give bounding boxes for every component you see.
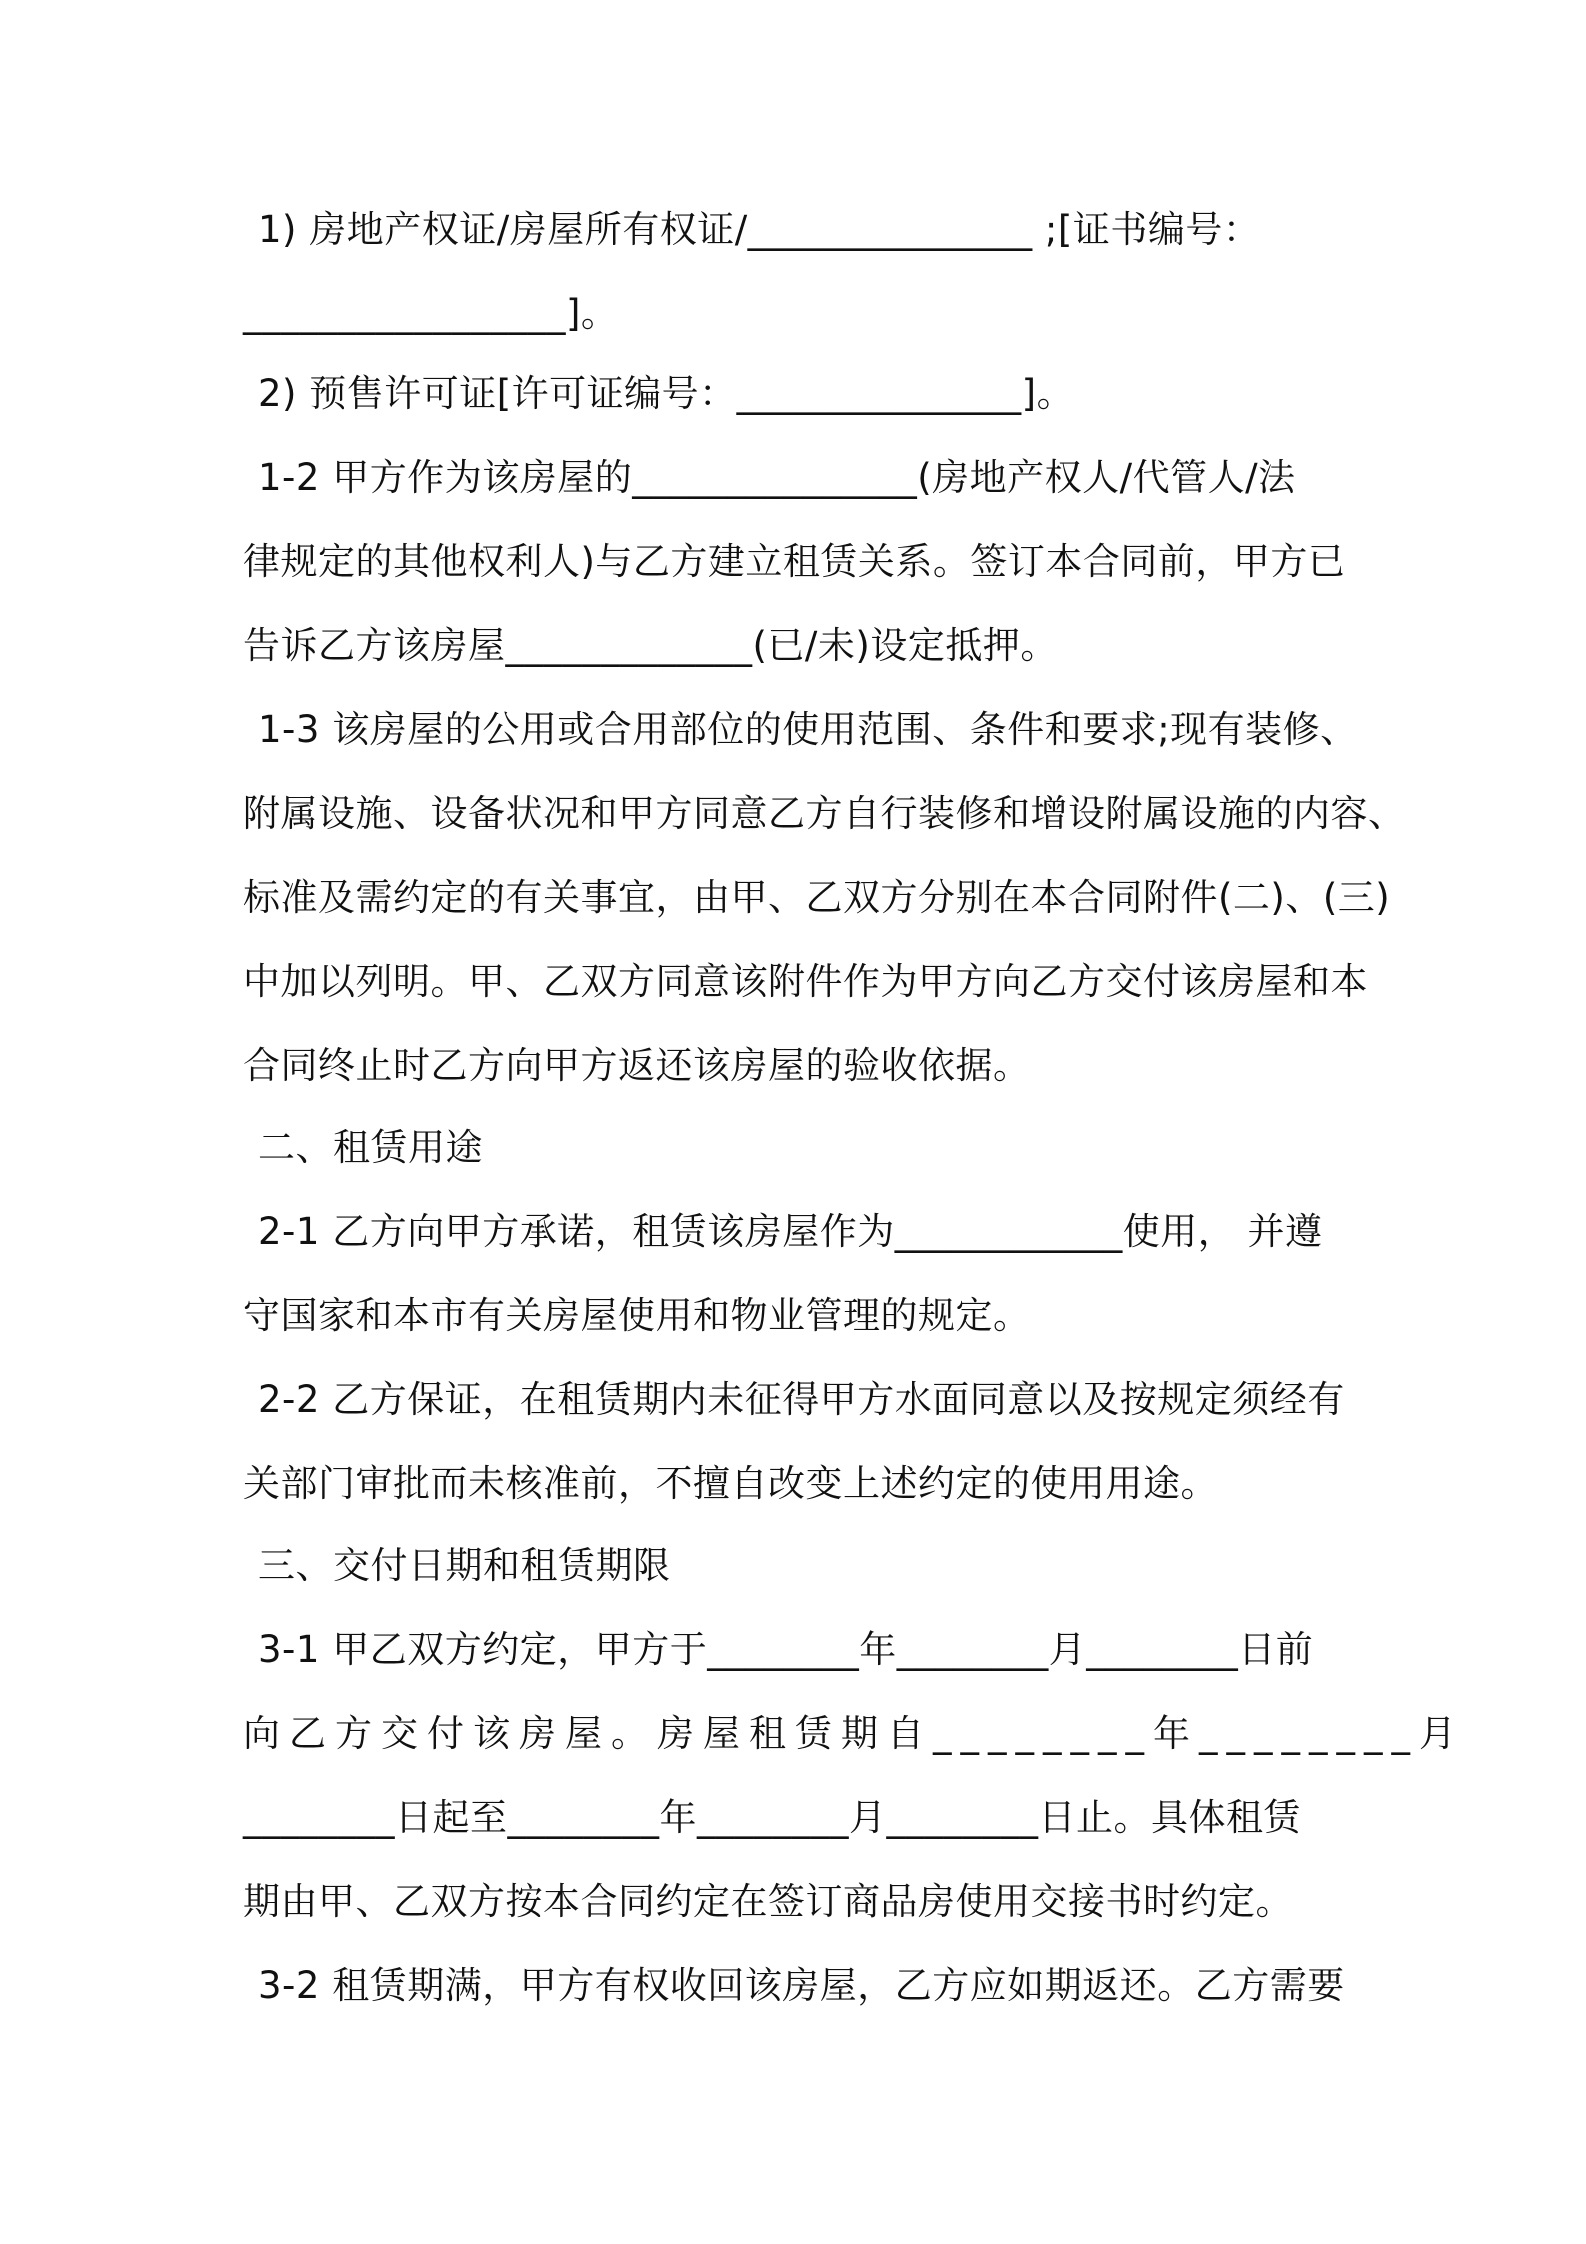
text-line-8: 附属设施、设备状况和甲方同意乙方自行装修和增设附属设施的内容、 — [243, 792, 1406, 835]
text-line-10: 中加以列明。甲、乙双方同意该附件作为甲方向乙方交付该房屋和本 — [243, 960, 1368, 1003]
text-line-3: 2) 预售许可证[许可证编号：_______________]。 — [258, 372, 1075, 415]
text-line-16: 关部门审批而未核准前，不擅自改变上述约定的使用用途。 — [243, 1462, 1218, 1505]
text-line-21: 期由甲、乙双方按本合同约定在签订商品房使用交接书时约定。 — [243, 1880, 1293, 1923]
section-heading-3: 三、交付日期和租赁期限 — [258, 1544, 671, 1587]
text-line-22: 3-2 租赁期满，甲方有权收回该房屋，乙方应如期返还。乙方需要 — [258, 1964, 1345, 2007]
text-line-11: 合同终止时乙方向甲方返还该房屋的验收依据。 — [243, 1044, 1031, 1087]
text-line-1: 1) 房地产权证/房屋所有权证/_______________ ;[证书编号： — [258, 208, 1261, 251]
text-line-20: ________日起至________年________月________日止。具体租赁 — [243, 1796, 1301, 1839]
text-line-7: 1-3 该房屋的公用或合用部位的使用范围、条件和要求;现有装修、 — [258, 708, 1358, 751]
text-line-4: 1-2 甲方作为该房屋的_______________(房地产权人/代管人/法 — [258, 456, 1296, 499]
text-line-5: 律规定的其他权利人)与乙方建立租赁关系。签订本合同前，甲方已 — [243, 540, 1346, 583]
text-line-6: 告诉乙方该房屋_____________(已/未)设定抵押。 — [243, 624, 1058, 667]
text-line-14: 守国家和本市有关房屋使用和物业管理的规定。 — [243, 1294, 1031, 1337]
text-line-13: 2-1 乙方向甲方承诺，租赁该房屋作为____________使用， 并遵 — [258, 1210, 1323, 1253]
text-line-9: 标准及需约定的有关事宜，由甲、乙双方分别在本合同附件(二)、(三) — [243, 876, 1391, 919]
text-line-19: 向乙方交付该房屋。房屋租赁期自________年________月 — [243, 1712, 1465, 1755]
text-line-18: 3-1 甲乙双方约定，甲方于________年________月________日前 — [258, 1628, 1314, 1671]
section-heading-2: 二、租赁用途 — [258, 1126, 483, 1169]
text-line-2: _________________]。 — [243, 292, 619, 335]
text-line-15: 2-2 乙方保证，在租赁期内未征得甲方水面同意以及按规定须经有 — [258, 1378, 1345, 1421]
